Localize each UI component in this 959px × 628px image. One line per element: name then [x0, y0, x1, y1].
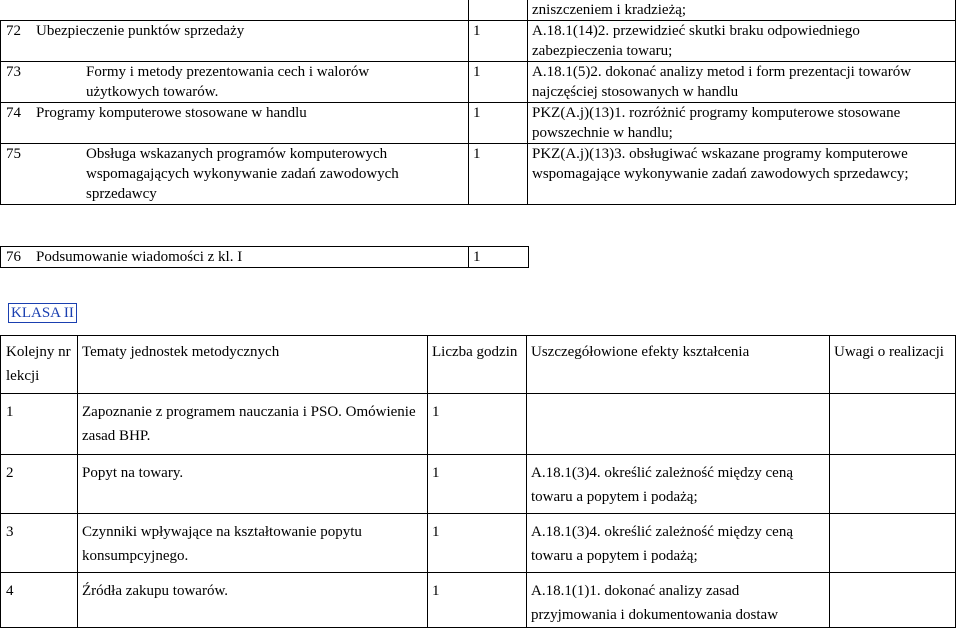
header-nr: Kolejny nr lekcji: [1, 336, 78, 394]
table-row: [1, 21, 956, 62]
hours-cell: 1: [428, 394, 527, 455]
notes-cell: [830, 455, 956, 514]
effect-cell: A.18.1(14)2. przewidzieć skutki braku odpowiedniego zabezpieczenia towaru;: [528, 21, 956, 62]
table-row: [1, 514, 956, 573]
table-class-1: [0, 0, 956, 205]
topic-cell: 75 Obsługa wskazanych programów komputerowych wspomagających wykonywanie zadań zawodowych sprzedawcy: [1, 144, 469, 205]
section-label: KLASA II: [8, 303, 77, 323]
effect-cell: A.18.1(3)4. określić zależność między ceną towaru a popytem i podażą;: [527, 455, 830, 514]
topic-cell: 73 Formy i metody prezentowania cech i walorów użytkowych towarów.: [1, 62, 469, 103]
nr-cell: 3: [1, 514, 78, 573]
topic-cell: 72 Ubezpieczenie punktów sprzedaży: [1, 21, 469, 62]
effect-cell: zniszczeniem i kradzieżą;: [528, 0, 956, 21]
table-row: [1, 62, 956, 103]
empty-cell: [1, 0, 469, 21]
topic-cell: Źródła zakupu towarów.: [78, 573, 428, 628]
effect-cell: [527, 394, 830, 455]
topic-cell: Czynniki wpływające na kształtowanie popytu konsumpcyjnego.: [78, 514, 428, 573]
effect-cell: A.18.1(3)4. określić zależność między ceną towaru a popytem i podażą;: [527, 514, 830, 573]
topic-cell: Zapoznanie z programem nauczania i PSO. Omówienie zasad BHP.: [78, 394, 428, 455]
nr-cell: 2: [1, 455, 78, 514]
topic-cell: Popyt na towary.: [78, 455, 428, 514]
effect-cell: A.18.1(5)2. dokonać analizy metod i form prezentacji towarów najczęściej stosowanych w handlu: [528, 62, 956, 103]
notes-cell: [830, 514, 956, 573]
notes-cell: [830, 394, 956, 455]
hours-cell: 1: [469, 247, 529, 268]
table-row: [1, 455, 956, 514]
hours-cell: 1: [469, 103, 528, 144]
table-header-row: [1, 336, 956, 394]
table-class-2: [0, 335, 956, 628]
table-class-1-last-row: [0, 246, 529, 268]
table-row: [1, 0, 956, 21]
topic-cell: 76 Podsumowanie wiadomości z kl. I: [1, 247, 469, 268]
topic-text: Formy i metody prezentowania cech i walorów użytkowych towarów.: [86, 64, 370, 100]
hours-cell: 1: [428, 514, 527, 573]
effect-cell: A.18.1(1)1. dokonać analizy zasad przyjmowania i dokumentowania dostaw: [527, 573, 830, 628]
effect-cell: PKZ(A.j)(13)1. rozróżnić programy komputerowe stosowane powszechnie w handlu;: [528, 103, 956, 144]
header-effects: Uszczegółowione efekty kształcenia: [527, 336, 830, 394]
effect-cell: PKZ(A.j)(13)3. obsługiwać wskazane programy komputerowe wspomagające wykonywanie zadań zawodowych sprzedawcy;: [528, 144, 956, 205]
hours-cell: 1: [428, 455, 527, 514]
topic-cell: 74 Programy komputerowe stosowane w handlu: [1, 103, 469, 144]
table-row: [1, 573, 956, 628]
notes-cell: [830, 573, 956, 628]
header-topic: Tematy jednostek metodycznych: [78, 336, 428, 394]
nr-cell: 4: [1, 573, 78, 628]
header-hours: Liczba godzin: [428, 336, 527, 394]
table-row: [1, 394, 956, 455]
hours-cell: 1: [469, 62, 528, 103]
table-row: [1, 144, 956, 205]
table-row: [1, 103, 956, 144]
nr-cell: 1: [1, 394, 78, 455]
topic-text: Obsługa wskazanych programów komputerowych wspomagających wykonywanie zadań zawodowych sprzedawcy: [86, 146, 399, 202]
empty-cell: [469, 0, 528, 21]
hours-cell: 1: [469, 21, 528, 62]
hours-cell: 1: [469, 144, 528, 205]
hours-cell: 1: [428, 573, 527, 628]
header-notes: Uwagi o realizacji: [830, 336, 956, 394]
table-row: [1, 247, 529, 268]
